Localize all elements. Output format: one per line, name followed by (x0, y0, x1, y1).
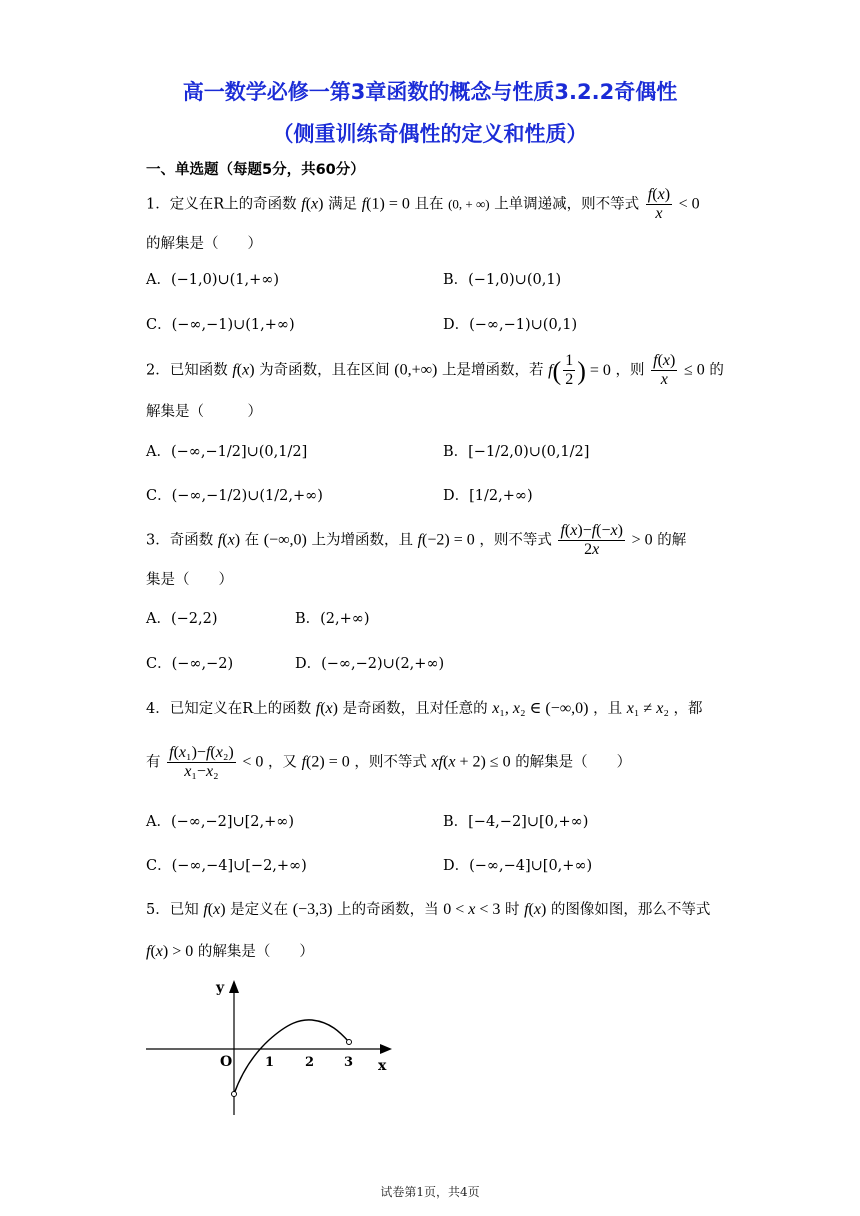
q4-option-c[interactable]: C．(−∞,−4]∪[−2,+∞) (146, 858, 307, 874)
x-axis-label: x (378, 1058, 387, 1074)
title-line-1: 高一数学必修一第3章函数的概念与性质3.2.2奇偶性 (182, 80, 678, 104)
q4-option-a[interactable]: A．(−∞,−2]∪[2,+∞) (146, 814, 295, 830)
question-2-stem: 2．已知函数 f(x) 为奇函数，且在区间 (0,+∞) 上是增函数，若 f( $\frac{1}{2}$ ) = 0 ，则 $\frac{f(x)}{x}$ ≤ 0 的 (146, 352, 724, 389)
origin-label: O (220, 1054, 233, 1070)
open-endpoint-3 (347, 1040, 352, 1045)
function-graph (140, 970, 410, 1120)
q1-option-b[interactable]: B．(−1,0)∪(0,1) (443, 272, 562, 288)
q4-option-b[interactable]: B．[−4,−2]∪[0,+∞) (443, 814, 589, 830)
tick-label-1: 1 (265, 1055, 275, 1070)
tick-label-2: 2 (305, 1055, 315, 1070)
tick-label-3: 3 (344, 1055, 354, 1070)
q1-option-a[interactable]: A．(−1,0)∪(1,+∞) (146, 272, 280, 288)
section-header: 一、单选题（每题5分，共60分） (146, 162, 365, 178)
q1-option-c[interactable]: C．(−∞,−1)∪(1,+∞) (146, 317, 295, 333)
q2-option-b[interactable]: B．[−1/2,0)∪(0,1/2] (443, 444, 590, 460)
question-1-stem: 1．定义在R上的奇函数 f(x) 满足 f(1) = 0 且在 (0, + ∞) 上单调递减，则不等式 $\frac{f(x)}{x}$ < 0 (146, 186, 700, 222)
q3-option-c[interactable]: C．(−∞,−2) (146, 656, 234, 672)
q3-option-a[interactable]: A．(−2,2) (146, 611, 218, 627)
title-line-2: （侧重训练奇偶性的定义和性质） (272, 122, 588, 146)
question-1-stem-cont: 的解集是（ ） (146, 236, 262, 252)
page-footer: 试卷第1页，共4页 (380, 1185, 480, 1199)
q3-option-b[interactable]: B．(2,+∞) (295, 611, 370, 627)
q2-option-c[interactable]: C．(−∞,−1/2)∪(1/2,+∞) (146, 488, 323, 504)
q3-option-d[interactable]: D．(−∞,−2)∪(2,+∞) (295, 656, 445, 672)
question-4-stem: 4．已知定义在R上的函数 f(x) 是奇函数，且对任意的 x₁, x₂ ∈ (−∞,0) ，且 x₁ ≠ x₂ ，都 (146, 700, 703, 717)
x-axis-arrow (380, 1044, 392, 1054)
question-3-stem-cont: 集是（ ） (146, 572, 233, 588)
function-curve (234, 1020, 349, 1094)
q4-option-d[interactable]: D．(−∞,−4]∪[0,+∞) (443, 858, 593, 874)
question-5-stem-cont: f(x) > 0 的解集是（ ） (146, 943, 314, 960)
y-axis-label: y (216, 980, 225, 996)
question-2-stem-cont: 解集是（ ） (146, 404, 262, 420)
question-3-stem: 3．奇函数 f(x) 在 (−∞,0) 上为增函数，且 f(−2) = 0 ，则不等式 $\frac{f(x)-f(-x)}{2x}$ > 0 的解 (146, 522, 687, 558)
q2-option-d[interactable]: D．[1/2,+∞) (443, 488, 533, 504)
question-4-stem-cont: 有 $\frac{\text{f(x₁)−f(x₂)}}{\text{x₁−x₂}}$ < 0 ，又 f(2) = 0 ，则不等式 xf(x + 2) ≤ 0 的解集是（ ） (146, 744, 632, 780)
q1-option-d[interactable]: D．(−∞,−1)∪(0,1) (443, 317, 578, 333)
y-axis-arrow (229, 980, 239, 993)
q2-option-a[interactable]: A．(−∞,−1/2]∪(0,1/2] (146, 444, 308, 460)
question-5-stem: 5．已知 f(x) 是定义在 (−3,3) 上的奇函数，当 0 < x < 3 时 f(x) 的图像如图，那么不等式 (146, 901, 711, 918)
open-endpoint-origin (232, 1092, 237, 1097)
